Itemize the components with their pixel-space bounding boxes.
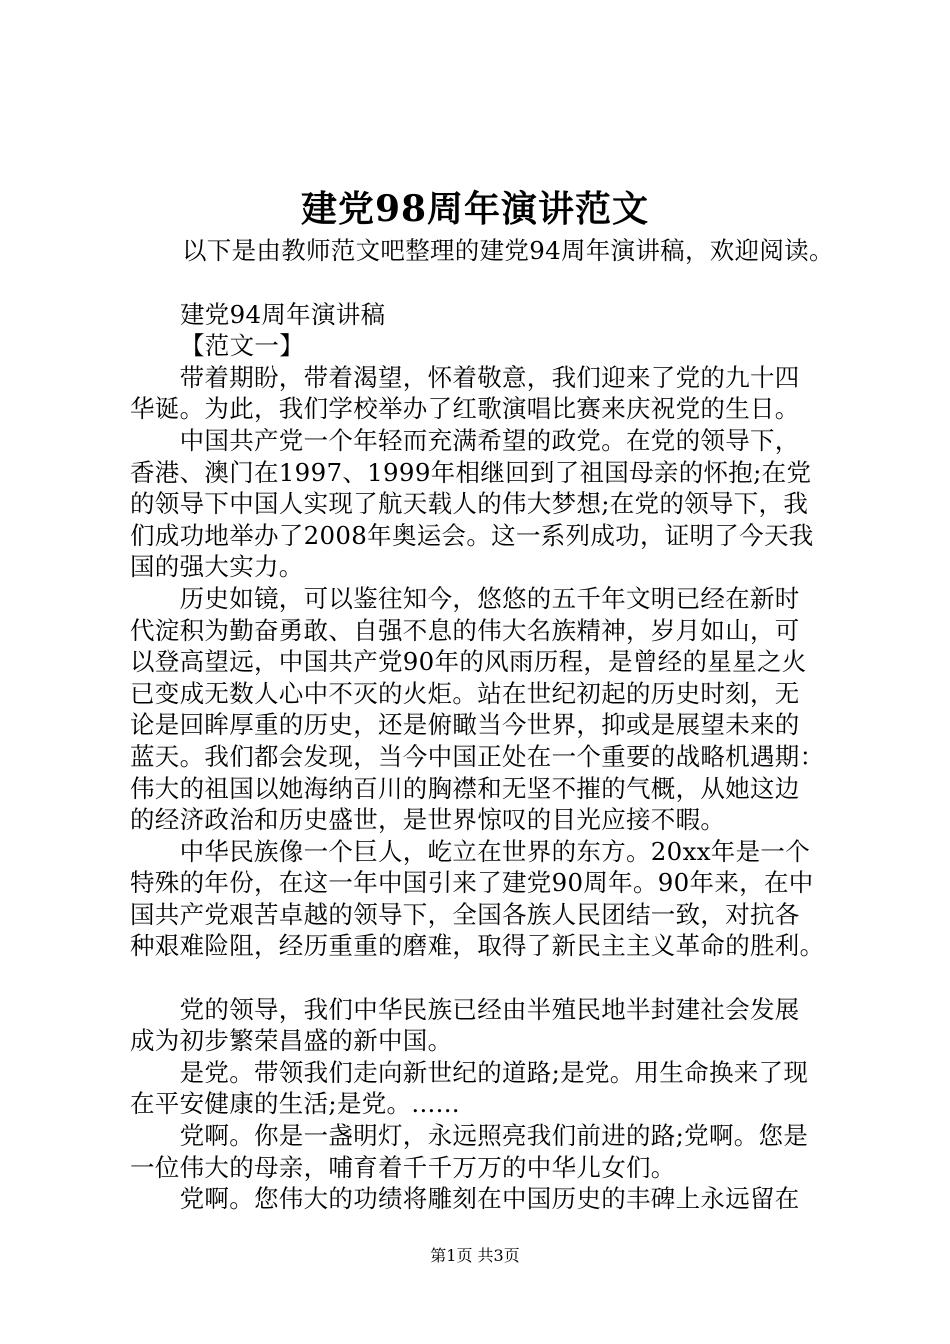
section-label: 【范文一】 [180, 331, 304, 361]
text-line: 成为初步繁荣昌盛的新中国。 [130, 1026, 453, 1056]
text-line: 在平安健康的生活;是党。...... [130, 1089, 460, 1119]
text-line: 蓝天。我们都会发现，当今中国正处在一个重要的战略机遇期： [130, 741, 825, 771]
page-footer: 第1页 共3页 [430, 1246, 520, 1265]
document-body [130, 235, 834, 1215]
body-lines [130, 362, 830, 1215]
text-line: 论是回眸厚重的历史，还是俯瞰当今世界，抑或是展望未来的 [130, 710, 800, 740]
blank-line [130, 962, 830, 994]
text-line: 以登高望远，中国共产党90年的风雨历程，是曾经的星星之火 [130, 647, 807, 677]
text-line: 种艰难险阻，经历重重的磨难，取得了新民主主义革命的胜利。 [130, 931, 825, 961]
text-line: 们成功地举办了2008年奥运会。这一系列成功，证明了今天我 [130, 520, 814, 550]
subheading: 建党94周年演讲稿 [180, 299, 386, 329]
text-line: 党啊。您伟大的功绩将雕刻在中国历史的丰碑上永远留在 [130, 1184, 800, 1214]
intro-paragraph: 以下是由教师范文吧整理的建党94周年演讲稿，欢迎阅读。 [182, 236, 834, 265]
text-line: 的领导下中国人实现了航天载人的伟大梦想;在党的领导下，我 [130, 489, 809, 519]
text-line: 带着期盼，带着渴望，怀着敬意，我们迎来了党的九十四 [130, 362, 800, 392]
text-line: 国的强大实力。 [130, 552, 304, 582]
text-line: 历史如镜，可以鉴往知今，悠悠的五千年文明已经在新时 [130, 583, 800, 613]
text-line: 党啊。你是一盏明灯，永远照亮我们前进的路;党啊。您是 [130, 1121, 809, 1151]
text-line: 特殊的年份，在这一年中国引来了建党90周年。90年来，在中 [130, 868, 814, 898]
text-line: 中国共产党一个年轻而充满希望的政党。在党的领导下， [130, 425, 800, 455]
text-line: 中华民族像一个巨人，屹立在世界的东方。20xx年是一个 [130, 836, 811, 866]
document-title: 建党98周年演讲范文 [300, 188, 650, 230]
text-line: 是党。带领我们走向新世纪的道路;是党。用生命换来了现 [130, 1057, 809, 1087]
blank-line [130, 267, 830, 299]
text-line: 一位伟大的母亲，哺育着千千万万的中华儿女们。 [130, 1152, 676, 1182]
text-line: 党的领导，我们中华民族已经由半殖民地半封建社会发展 [130, 994, 800, 1024]
text-line: 代淀积为勤奋勇敢、自强不息的伟大名族精神，岁月如山，可 [130, 615, 800, 645]
text-line: 国共产党艰苦卓越的领导下，全国各族人民团结一致，对抗各 [130, 899, 800, 929]
text-line: 已变成无数人心中不灭的火炬。站在世纪初起的历史时刻，无 [130, 678, 800, 708]
text-line: 香港、澳门在1997、1999年相继回到了祖国母亲的怀抱;在党 [130, 457, 812, 487]
text-line: 伟大的祖国以她海纳百川的胸襟和无坚不摧的气概，从她这边 [130, 773, 800, 803]
text-line: 的经济政治和历史盛世，是世界惊叹的目光应接不暇。 [130, 805, 726, 835]
text-line: 华诞。为此，我们学校举办了红歌演唱比赛来庆祝党的生日。 [130, 394, 800, 424]
